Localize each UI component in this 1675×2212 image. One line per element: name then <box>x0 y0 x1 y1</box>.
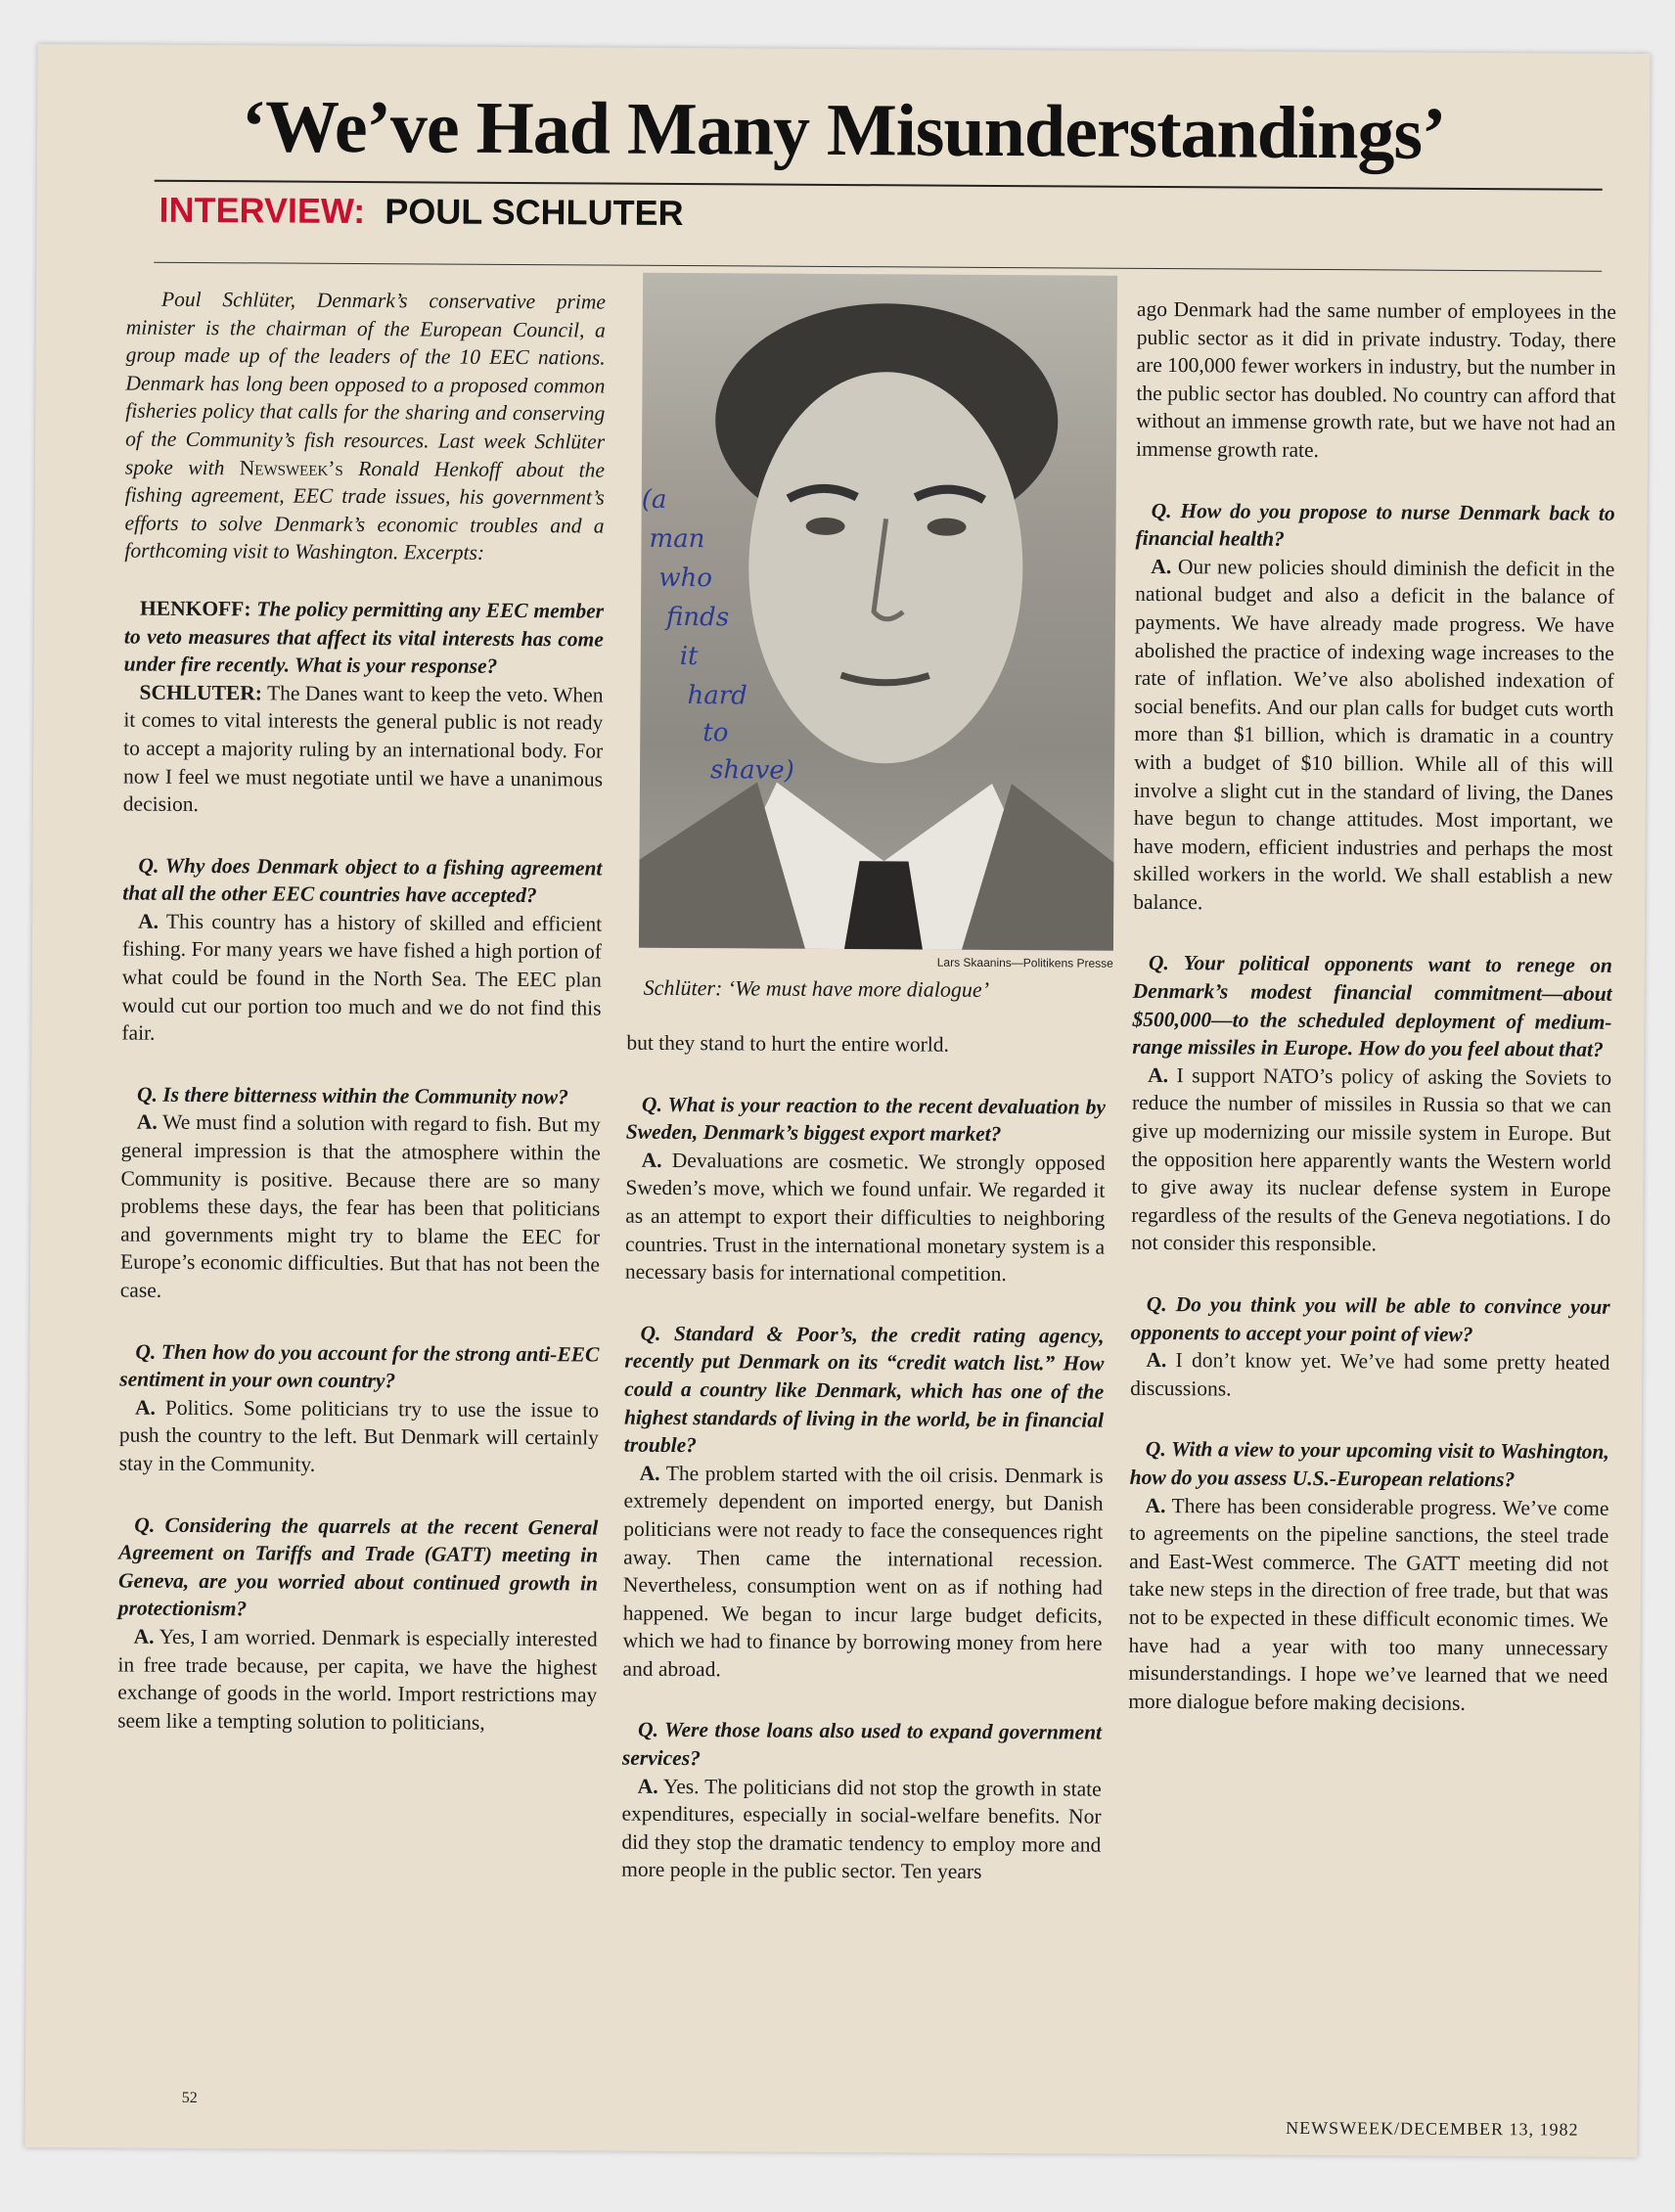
answer: A. I support NATO’s policy of asking the Soviets to reduce the number of missiles in Russia so that we can give up modernizing our missile system in Europe. But the opposition here apparently wants the Western world to give away its nuclear defense system in Europe regardless of the results of the Geneva negotiations. I do not consider this responsible. <box>1131 1062 1612 1256</box>
handwriting-word: it <box>679 642 699 672</box>
intro-paragraph: Poul Schlüter, Denmark’s conservative prime minister is the chairman of the European Council, a group made up of the leaders of the 10 EEC nations. Denmark has long been opposed to a proposed common fisheries policy that calls for the sharing and conserving of the Community’s fish resources. Last week Schlüter spoke with Newsweek’s Ronald Henkoff about the fishing agreement, EEC trade issues, his government’s efforts to solve Denmark’s economic troubles and a forthcoming visit to Washington. Excerpts: <box>124 287 607 565</box>
page-number: 52 <box>181 2089 198 2107</box>
answer: A. There has been considerable progress. We’ve come to agreements on the pipeline sanctions, the steel trade and East-West commerce. The GATT meeting did not take new steps in the direction of free trade, but that was not to be expected in these difficult economic times. We have had a year with too many unnecessary misunderstandings. I hope we’ve learned that we need more dialogue before making decisions. <box>1128 1493 1609 1715</box>
question: HENKOFF: The policy permitting any EEC member to veto measures that affect its vital interests has come under fire recently. What is your response? <box>123 596 605 678</box>
answer-continued: ago Denmark had the same number of employees in the public sector as it did in private industry. Today, there are 100,000 fewer workers in industry, but the number in the public sector has doubled. No country can afford that without an immense growth rate, but we have not had an immense growth rate. <box>1136 296 1617 462</box>
column-1 <box>117 270 606 1771</box>
question: Q. What is your reaction to the recent devaluation by Sweden, Denmark’s biggest export market? <box>625 1092 1107 1147</box>
question: Q. How do you propose to nurse Denmark back to financial health? <box>1135 498 1615 551</box>
question: Q. Your political opponents want to renege on Denmark’s modest financial commitment—about $500,000—to the scheduled deployment of medium-range missiles in Europe. How do you feel about that? <box>1132 951 1612 1062</box>
handwriting-word: to <box>702 718 729 748</box>
answer: A. We must find a solution with regard to fish. But my general impression is that the atmosphere within the Community is positive. Because there are so many problems these days, the fear has been that politicians and governments might try to blame the EEC for Europe’s economic difficulties. But that has not been the case. <box>119 1110 601 1302</box>
photo-caption: Schlüter: ‘We must have more dialogue’ <box>643 974 990 1002</box>
magazine-page <box>24 44 1650 2157</box>
column-2 <box>621 1029 1107 1920</box>
column-3 <box>1128 295 1616 1751</box>
question: Q. Considering the quarrels at the recent General Agreement on Tariffs and Trade (GATT) meeting in Geneva, are you worried about continued growth in protectionism? <box>117 1512 599 1621</box>
answer: A. Politics. Some politicians try to use the issue to push the country to the left. But Denmark will certainly stay in the Community. <box>118 1395 600 1476</box>
answer: A. This country has a history of skilled and efficient fishing. For many years we have fished a high portion of what could be found in the North Sea. The EEC plan would cut our portion too much and we do not find this fair. <box>121 909 603 1045</box>
handwriting-word: hard <box>687 681 747 711</box>
handwriting-word: shave) <box>709 755 794 786</box>
photo-credit: Lars Skaanins—Politikens Presse <box>936 955 1113 971</box>
headline: ‘We’ve Had Many Misunderstandings’ <box>241 85 1446 175</box>
question: Q. Standard & Poor’s, the credit rating agency, recently put Denmark on its “credit watch list.” How could a country like Denmark, which has one of the highest standards of living in the world, be in financial trouble? <box>623 1321 1105 1458</box>
answer: A. Our new policies should diminish the deficit in the national budget and also a deficit in the balance of payments. We have already made progress. We have abolished the practice of indexing wage increases to the rate of inflation. We’ve also abolished indexation of social benefits. And our plan calls for budget cuts worth more than $1 billion, which is dramatic in a country with a budget of $10 billion. While all of this will involve a slight cut in the standard of living, the Danes have begun to change attitudes. Most important, we have modern, efficient industries and perhaps the most skilled workers in the world. We shall establish a new balance. <box>1133 554 1615 915</box>
answer: A. Yes, I am worried. Denmark is especially interested in free trade because, per capita, we have the highest exchange of goods in the world. Import restrictions may seem like a tempting solution to politicians, <box>117 1624 598 1735</box>
interviewer-name: HENKOFF: <box>139 596 251 621</box>
question: Q. Then how do you account for the strong anti-EEC sentiment in your own country? <box>119 1339 600 1393</box>
answer: A. The problem started with the oil crisis. Denmark is extremely dependent on imported energy, but Danish politicians were not ready to face the consequences right away. Then came the international recession. Nevertheless, consumption went on as if nothing had happened. We began to incur large budget deficits, which we had to finance by borrowing money from here and abroad. <box>622 1461 1104 1682</box>
question: Q. With a view to your upcoming visit to Washington, how do you assess U.S.-European relations? <box>1129 1437 1609 1492</box>
portrait-illustration <box>639 273 1117 951</box>
handwriting-word: man <box>649 523 705 555</box>
subhead <box>158 190 683 234</box>
dateline: NEWSWEEK/DECEMBER 13, 1982 <box>1286 2117 1579 2140</box>
question: Q. Is there bitterness within the Community now? <box>136 1082 568 1109</box>
question: Q. Were those loans also used to expand government services? <box>621 1718 1103 1771</box>
handwriting-word: finds <box>665 602 730 633</box>
handwriting-word: who <box>658 563 713 594</box>
handwriting-word: (a <box>641 484 667 515</box>
portrait-photo <box>639 273 1117 951</box>
question: Q. Do you think you will be able to convince your opponents to accept your point of view? <box>1130 1291 1610 1346</box>
interviewee-name: SCHLUTER: <box>139 680 263 705</box>
answer: A. Yes. The politicians did not stop the growth in state expenditures, especially in social-welfare benefits. Nor did they stop the dramatic tendency to employ more and more people in the public sector. Ten years <box>621 1774 1102 1884</box>
subhead-name: POUL SCHLUTER <box>385 191 684 234</box>
magazine-name: Newsweek’s <box>239 455 343 480</box>
answer-continued: but they stand to hurt the entire world. <box>626 1030 950 1057</box>
answer: A. Devaluations are cosmetic. We strongly opposed Sweden’s move, which we found unfair. We regarded it as an attempt to export their difficulties to neighboring countries. Trust in the international monetary system is a necessary basis for international competition. <box>624 1148 1106 1287</box>
answer: A. I don’t know yet. We’ve had some pretty heated discussions. <box>1130 1348 1610 1401</box>
subhead-label: INTERVIEW: <box>158 189 366 232</box>
question: Q. Why does Denmark object to a fishing agreement that all the other EEC countries have accepted? <box>122 853 603 908</box>
answer: SCHLUTER: The Danes want to keep the veto. When it comes to vital interests the general public is not ready to accept a majority ruling by an international body. For now I feel we must negotiate until we have a unanimous decision. <box>122 680 604 817</box>
headline-rule <box>155 180 1603 191</box>
